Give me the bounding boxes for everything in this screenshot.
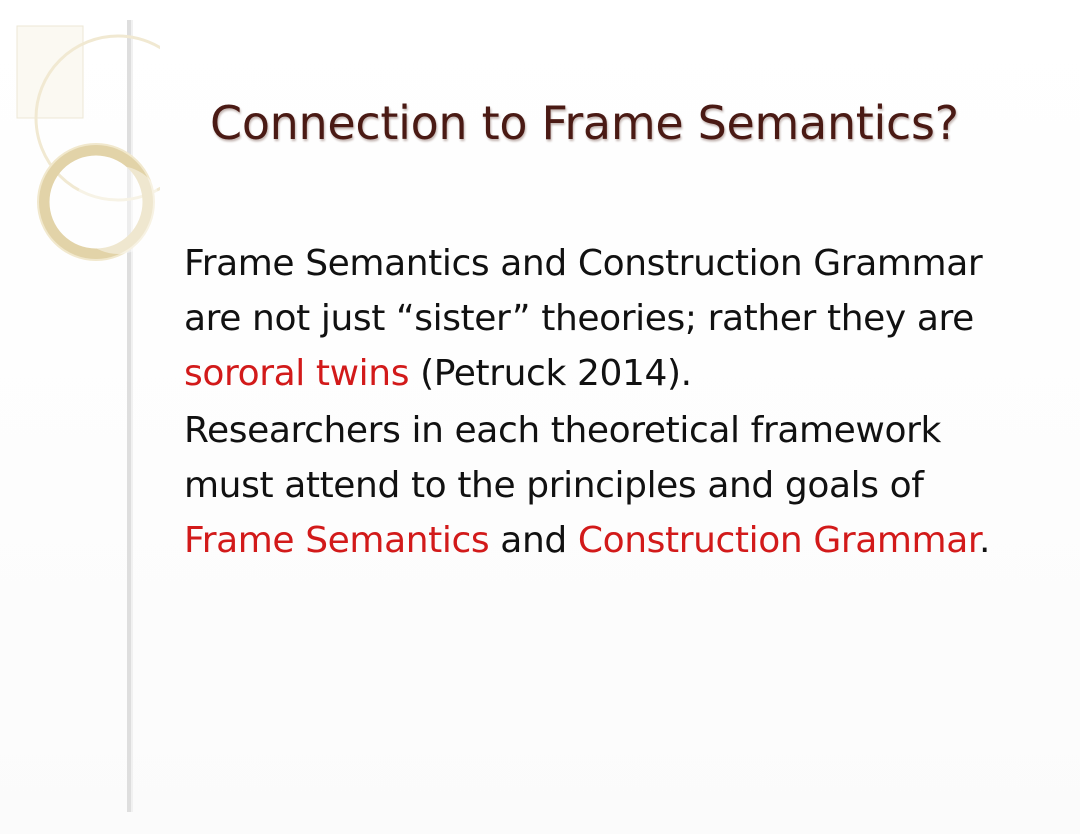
slide-body <box>184 236 1064 568</box>
text-run: must attend to the principles and goals of <box>184 465 924 506</box>
text-run: Researchers in each theoretical framework <box>184 410 941 451</box>
highlighted-term: sororal twins <box>184 353 410 394</box>
text-run: are not just “sister” theories; rather they are <box>184 298 974 339</box>
paragraph-2 <box>184 403 1064 568</box>
highlighted-term: Frame Semantics <box>184 520 490 561</box>
highlighted-term: Construction Grammar <box>577 520 979 561</box>
decorative-rings-graphic <box>0 0 160 834</box>
text-run: (Petruck 2014). <box>409 353 692 394</box>
text-run: and <box>489 520 578 561</box>
text-run: Frame Semantics and Construction Grammar <box>184 243 983 284</box>
paragraph-1 <box>184 236 1064 401</box>
text-run: . <box>978 520 991 561</box>
slide-title: Connection to Frame Semantics? <box>210 96 959 150</box>
